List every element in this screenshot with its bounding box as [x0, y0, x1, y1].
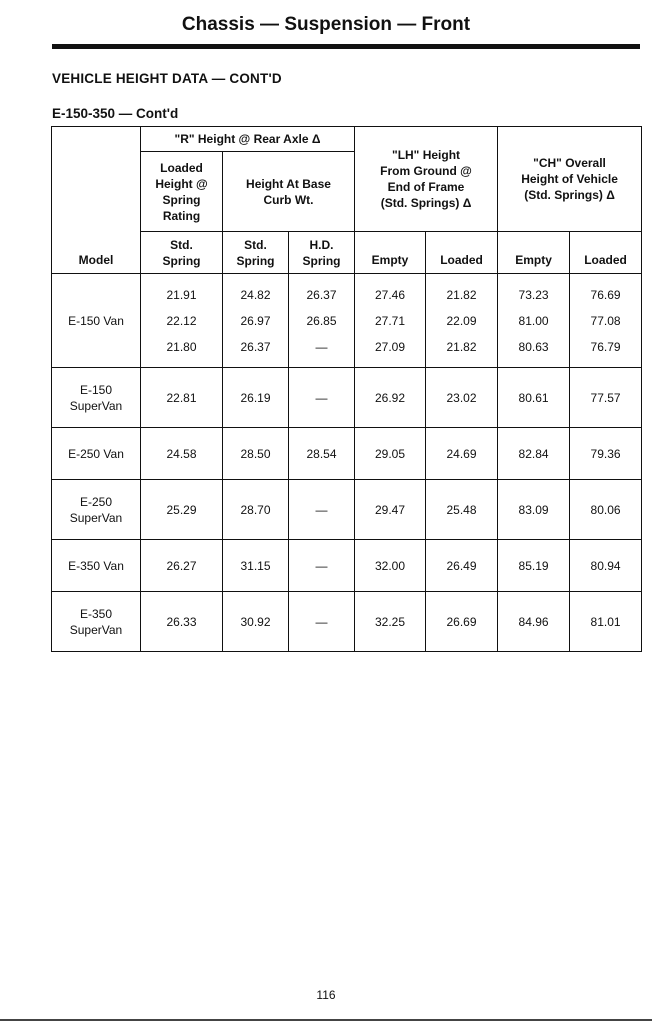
table-row — [52, 428, 642, 480]
value-cell-ch-empty — [498, 592, 570, 652]
value: 22.12 — [166, 313, 197, 328]
header-line: H.D. — [309, 237, 334, 252]
model-line: E-350 — [79, 606, 113, 621]
value-cell-r-loaded — [141, 368, 223, 428]
value: 28.54 — [306, 446, 337, 461]
value: 82.84 — [518, 446, 549, 461]
value: 21.80 — [166, 339, 197, 354]
value: 80.94 — [590, 558, 621, 573]
value: 24.82 — [240, 287, 271, 302]
header-line: End of Frame — [387, 180, 465, 194]
value: 73.23 — [518, 287, 549, 302]
lh-empty-header: Empty — [355, 232, 426, 274]
value-cell-r-loaded — [141, 274, 223, 368]
value: 81.00 — [518, 313, 549, 328]
value: 80.06 — [590, 502, 621, 517]
header-line: Std. — [170, 237, 193, 252]
value: — — [315, 558, 328, 573]
table-row — [52, 368, 642, 428]
value: 21.82 — [446, 287, 477, 302]
header-line: Rating — [162, 208, 201, 223]
table-row — [52, 540, 642, 592]
value: 21.82 — [446, 339, 477, 354]
hd-spring-header — [289, 232, 355, 274]
value-cell-base-std — [223, 428, 289, 480]
value: 25.48 — [446, 502, 477, 517]
value: 26.37 — [240, 339, 271, 354]
value-cell-lh-empty — [355, 368, 426, 428]
value: 26.33 — [166, 614, 197, 629]
header-line: Std. — [244, 237, 267, 252]
header-line: Loaded — [160, 160, 203, 175]
value: 26.49 — [446, 558, 477, 573]
value-cell-r-loaded — [141, 480, 223, 540]
table-row — [52, 480, 642, 540]
header-line: (Std. Springs) Δ — [524, 188, 615, 202]
value: 23.02 — [446, 390, 477, 405]
value: 30.92 — [240, 614, 271, 629]
lh-loaded-header: Loaded — [426, 232, 498, 274]
header-line: Spring — [236, 253, 275, 268]
header-line: "LH" Height — [392, 148, 461, 162]
value: 29.05 — [375, 446, 406, 461]
value-cell-lh-loaded — [426, 592, 498, 652]
vehicle-height-table — [51, 126, 642, 652]
header-line: (Std. Springs) Δ — [380, 196, 472, 210]
table-row — [52, 592, 642, 652]
value: 83.09 — [518, 502, 549, 517]
value: 77.57 — [590, 390, 621, 405]
value: 28.70 — [240, 502, 271, 517]
header-line: Height of Vehicle — [521, 172, 618, 186]
base-curb-height-header — [223, 152, 355, 232]
model-line: E-250 — [79, 494, 113, 509]
loaded-height-rating-header — [141, 152, 223, 232]
value: 21.91 — [166, 287, 197, 302]
model-cell — [52, 592, 141, 652]
value: 29.47 — [375, 502, 406, 517]
page-number: 116 — [316, 988, 336, 1002]
lh-height-header — [355, 127, 498, 232]
value-cell-ch-loaded — [570, 592, 642, 652]
value-cell-base-hd — [289, 592, 355, 652]
value: — — [315, 390, 328, 405]
value: 76.69 — [590, 287, 621, 302]
value-cell-lh-empty — [355, 540, 426, 592]
page-header: Chassis — Suspension — Front — [181, 14, 471, 35]
value-cell-r-loaded — [141, 540, 223, 592]
value-cell-base-std — [223, 274, 289, 368]
value-cell-ch-empty — [498, 540, 570, 592]
value-cell-base-std — [223, 368, 289, 428]
model-line: SuperVan — [69, 398, 123, 413]
value: 77.08 — [590, 313, 621, 328]
value: 22.81 — [166, 390, 197, 405]
value-cell-ch-empty — [498, 368, 570, 428]
header-line: From Ground @ — [380, 164, 472, 178]
header-line: Curb Wt. — [263, 192, 314, 207]
value-cell-lh-empty — [355, 428, 426, 480]
value-cell-ch-empty — [498, 428, 570, 480]
value-cell-ch-loaded — [570, 540, 642, 592]
model-line: E-150 Van — [68, 313, 124, 328]
value: 80.61 — [518, 390, 549, 405]
value: 26.37 — [306, 287, 337, 302]
model-header-blank-2 — [52, 152, 141, 232]
model-line: SuperVan — [69, 510, 123, 525]
value-cell-lh-empty — [355, 274, 426, 368]
value: 81.01 — [590, 614, 621, 629]
model-header: Model — [52, 232, 141, 274]
header-line: Spring — [302, 253, 341, 268]
value: 27.09 — [375, 339, 406, 354]
r-height-group-header: "R" Height @ Rear Axle Δ — [141, 127, 355, 152]
value-cell-lh-loaded — [426, 274, 498, 368]
value: 22.09 — [446, 313, 477, 328]
model-cell — [52, 274, 141, 368]
value-cell-base-hd — [289, 480, 355, 540]
value: 85.19 — [518, 558, 549, 573]
ch-height-header — [498, 127, 642, 232]
value: 25.29 — [166, 502, 197, 517]
model-line: E-250 Van — [68, 446, 124, 461]
value: 26.97 — [240, 313, 271, 328]
header-line: Spring — [162, 253, 201, 268]
value-cell-lh-empty — [355, 592, 426, 652]
value-cell-lh-empty — [355, 480, 426, 540]
value-cell-lh-loaded — [426, 480, 498, 540]
value: 26.69 — [446, 614, 477, 629]
model-cell — [52, 540, 141, 592]
header-line: Height @ — [155, 176, 208, 191]
value: 27.71 — [375, 313, 406, 328]
value-cell-lh-loaded — [426, 428, 498, 480]
model-cell — [52, 428, 141, 480]
value-cell-base-hd — [289, 368, 355, 428]
value-cell-base-hd — [289, 540, 355, 592]
model-line: SuperVan — [69, 622, 123, 637]
header-line: Height At Base — [246, 176, 331, 191]
header-line: Spring — [162, 192, 201, 207]
model-cell — [52, 368, 141, 428]
header-rule — [52, 44, 640, 49]
value-cell-ch-empty — [498, 480, 570, 540]
value-cell-base-std — [223, 540, 289, 592]
table-row — [52, 274, 642, 368]
ch-empty-header: Empty — [498, 232, 570, 274]
model-line: E-350 Van — [68, 558, 124, 573]
value: — — [315, 502, 328, 517]
value: 76.79 — [590, 339, 621, 354]
value: 26.85 — [306, 313, 337, 328]
value-cell-ch-loaded — [570, 480, 642, 540]
value: 84.96 — [518, 614, 549, 629]
value: 32.25 — [375, 614, 406, 629]
value: 26.92 — [375, 390, 406, 405]
value-cell-ch-loaded — [570, 368, 642, 428]
value-cell-r-loaded — [141, 428, 223, 480]
value: — — [315, 339, 328, 354]
model-header-blank — [52, 127, 141, 152]
value: 24.69 — [446, 446, 477, 461]
value: 24.58 — [166, 446, 197, 461]
header-line: "CH" Overall — [533, 156, 606, 170]
section-title: VEHICLE HEIGHT DATA — CONT'D — [52, 71, 282, 86]
model-cell — [52, 480, 141, 540]
footer-rule — [0, 1019, 652, 1021]
value-cell-base-std — [223, 592, 289, 652]
value-cell-ch-loaded — [570, 428, 642, 480]
value: 26.19 — [240, 390, 271, 405]
value: 27.46 — [375, 287, 406, 302]
ch-loaded-header: Loaded — [570, 232, 642, 274]
std-spring-header-2 — [223, 232, 289, 274]
std-spring-header-1 — [141, 232, 223, 274]
value-cell-lh-loaded — [426, 540, 498, 592]
value-cell-r-loaded — [141, 592, 223, 652]
model-line: E-150 — [79, 382, 113, 397]
value-cell-base-hd — [289, 428, 355, 480]
value: — — [315, 614, 328, 629]
value-cell-base-std — [223, 480, 289, 540]
sub-title: E-150-350 — Cont'd — [52, 106, 179, 121]
value-cell-ch-empty — [498, 274, 570, 368]
value: 32.00 — [375, 558, 406, 573]
value: 80.63 — [518, 339, 549, 354]
value-cell-base-hd — [289, 274, 355, 368]
value: 28.50 — [240, 446, 271, 461]
value-cell-ch-loaded — [570, 274, 642, 368]
value: 26.27 — [166, 558, 197, 573]
value-cell-lh-loaded — [426, 368, 498, 428]
value: 31.15 — [240, 558, 271, 573]
value: 79.36 — [590, 446, 621, 461]
